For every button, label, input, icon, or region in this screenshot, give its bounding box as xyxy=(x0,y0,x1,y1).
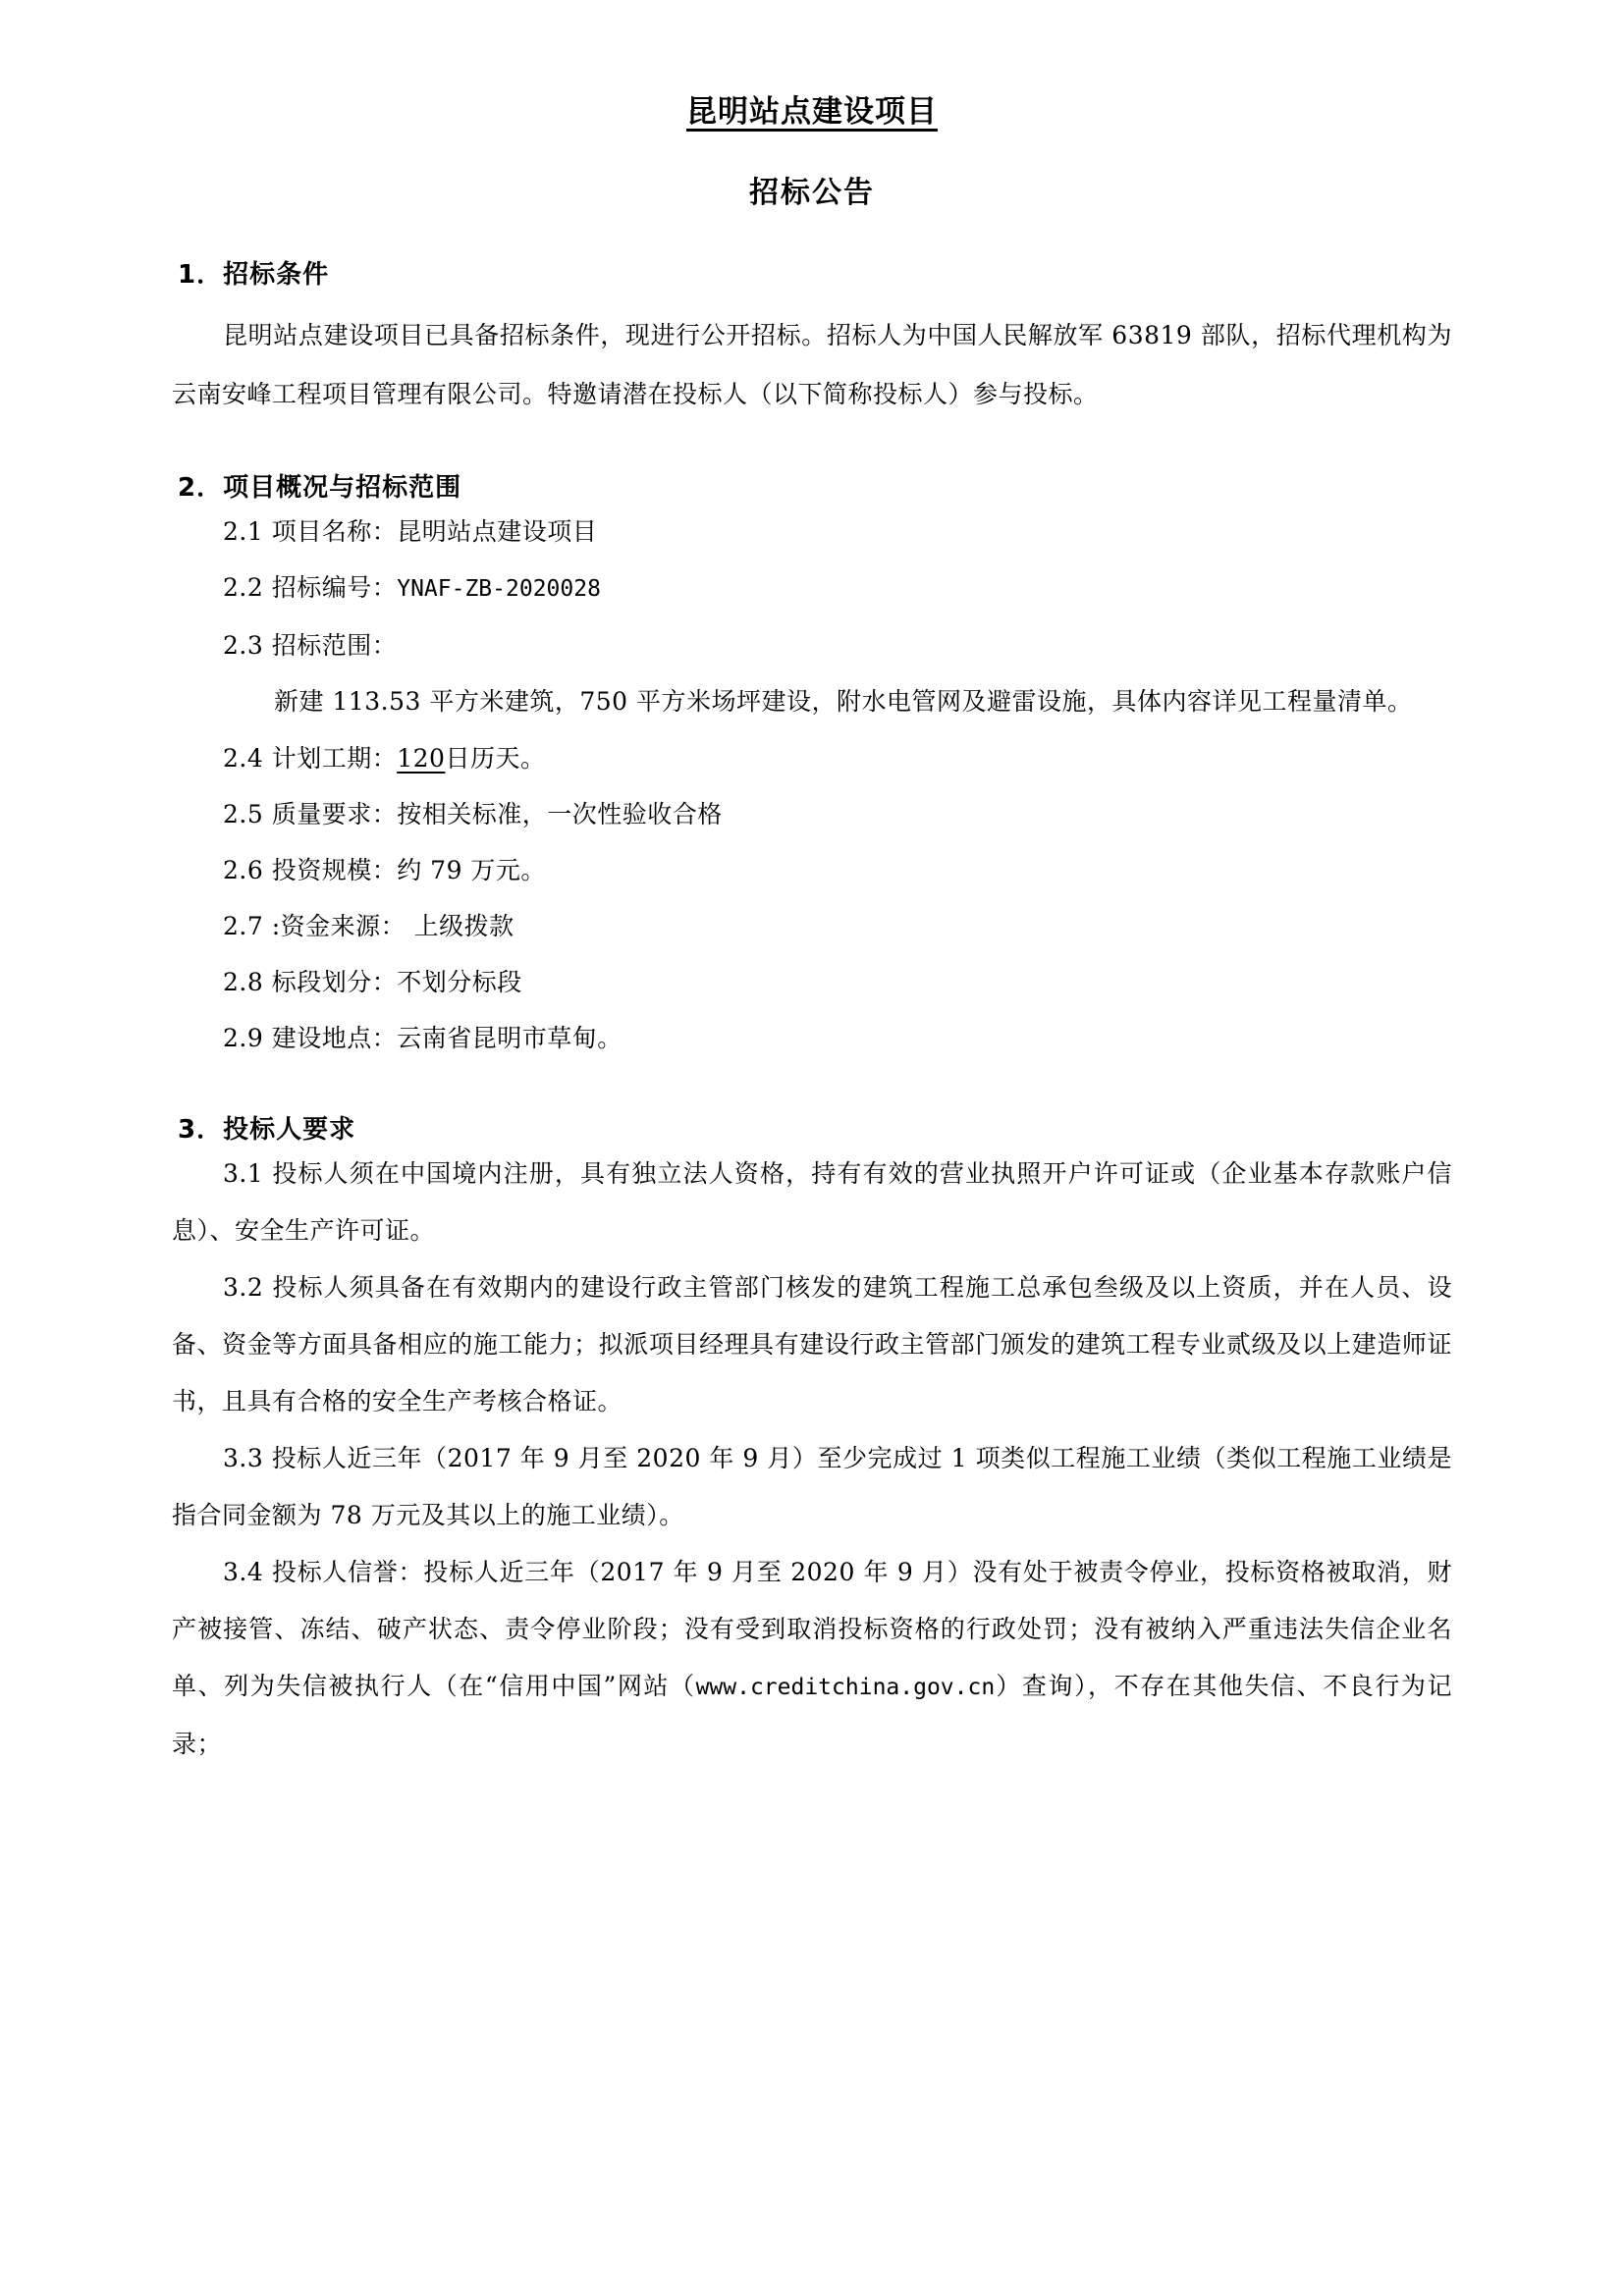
item-bid-number-value: YNAF-ZB-2020028 xyxy=(397,576,601,602)
bidder-requirement-3-4-post: ）查询），不存在其他失信、不良行为记录； xyxy=(172,1672,1452,1758)
item-investment-label: 2.6 投资规模： xyxy=(223,856,398,884)
item-investment xyxy=(172,842,1452,898)
item-duration-value: 120 xyxy=(397,744,446,773)
item-funding-source-value: 上级拨款 xyxy=(413,912,514,940)
bidder-requirement-3-1: 3.1 投标人须在中国境内注册，具有独立法人资格，持有有效的营业执照开户许可证或（企业基本存款账户信息）、安全生产许可证。 xyxy=(172,1159,1452,1245)
item-duration xyxy=(172,730,1452,786)
item-scope-text: 新建 113.53 平方米建筑，750 平方米场坪建设，附水电管网及避雷设施，具体内容详见工程量清单。 xyxy=(274,687,1413,716)
bidder-requirement-3-2: 3.2 投标人须具备在有效期内的建设行政主管部门核发的建筑工程施工总承包叁级及以上资质，并在人员、设备、资金等方面具备相应的施工能力；拟派项目经理具有建设行政主管部门颁发的建筑工程专业贰级及以上建造师证书，且具有合格的安全生产考核合格证。 xyxy=(172,1273,1452,1415)
item-duration-label: 2.4 计划工期： xyxy=(223,744,398,773)
item-lot-division xyxy=(172,954,1452,1010)
item-bid-number xyxy=(172,560,1452,617)
page-title: 昆明站点建设项目 xyxy=(686,94,938,130)
bidder-requirement-3-3: 3.3 投标人近三年（2017 年 9 月至 2020 年 9 月）至少完成过 1 项类似工程施工业绩（类似工程施工业绩是指合同金额为 78 万元及其以上的施工业绩）。 xyxy=(172,1444,1452,1529)
bidder-requirement-3-4 xyxy=(172,1544,1452,1773)
item-lot-division-value: 不划分标段 xyxy=(397,968,522,996)
item-funding-source-label: 2.7 :资金来源： xyxy=(223,912,406,940)
item-funding-source xyxy=(172,898,1452,954)
item-project-name-label: 2.1 项目名称： xyxy=(223,517,398,546)
item-bid-number-label: 2.2 招标编号： xyxy=(223,573,398,602)
item-project-name-value: 昆明站点建设项目 xyxy=(397,517,598,546)
item-site-location xyxy=(172,1010,1452,1066)
item-site-location-value: 云南省昆明市草甸。 xyxy=(397,1024,623,1052)
item-investment-value: 约 79 万元。 xyxy=(397,856,546,884)
section-heading-2: 2．项目概况与招标范围 xyxy=(178,473,462,503)
item-site-location-label: 2.9 建设地点： xyxy=(223,1024,398,1052)
section-heading-3: 3．投标人要求 xyxy=(178,1115,356,1145)
item-quality-label: 2.5 质量要求： xyxy=(223,800,398,828)
item-quality xyxy=(172,786,1452,842)
item-lot-division-label: 2.8 标段划分： xyxy=(223,968,398,996)
item-duration-unit: 日历天。 xyxy=(445,744,546,773)
page-subtitle: 招标公告 xyxy=(749,176,875,210)
section-heading-1: 1．招标条件 xyxy=(178,260,330,290)
bidder-requirement-3-4-pre: 3.4 投标人信誉：投标人近三年（2017 年 9 月至 2020 年 9 月）没有处于被责令停业，投标资格被取消，财产被接管、冻结、破产状态、责令停业阶段；没有受到取消投标资格的行政处罚；没有被纳入严重违法失信企业名单、列为失信被执行人（在“信用中国”网站（ xyxy=(172,1558,1452,1700)
creditchina-url[interactable]: www.creditchina.gov.cn xyxy=(695,1675,996,1700)
item-project-name xyxy=(172,504,1452,560)
item-quality-value: 按相关标准，一次性验收合格 xyxy=(397,800,723,828)
section-1-paragraph: 昆明站点建设项目已具备招标条件，现进行公开招标。招标人为中国人民解放军 63819 部队，招标代理机构为云南安峰工程项目管理有限公司。特邀请潜在投标人（以下简称投标人）参与投标。 xyxy=(172,321,1452,408)
item-scope-label: 2.3 招标范围： xyxy=(223,631,398,660)
